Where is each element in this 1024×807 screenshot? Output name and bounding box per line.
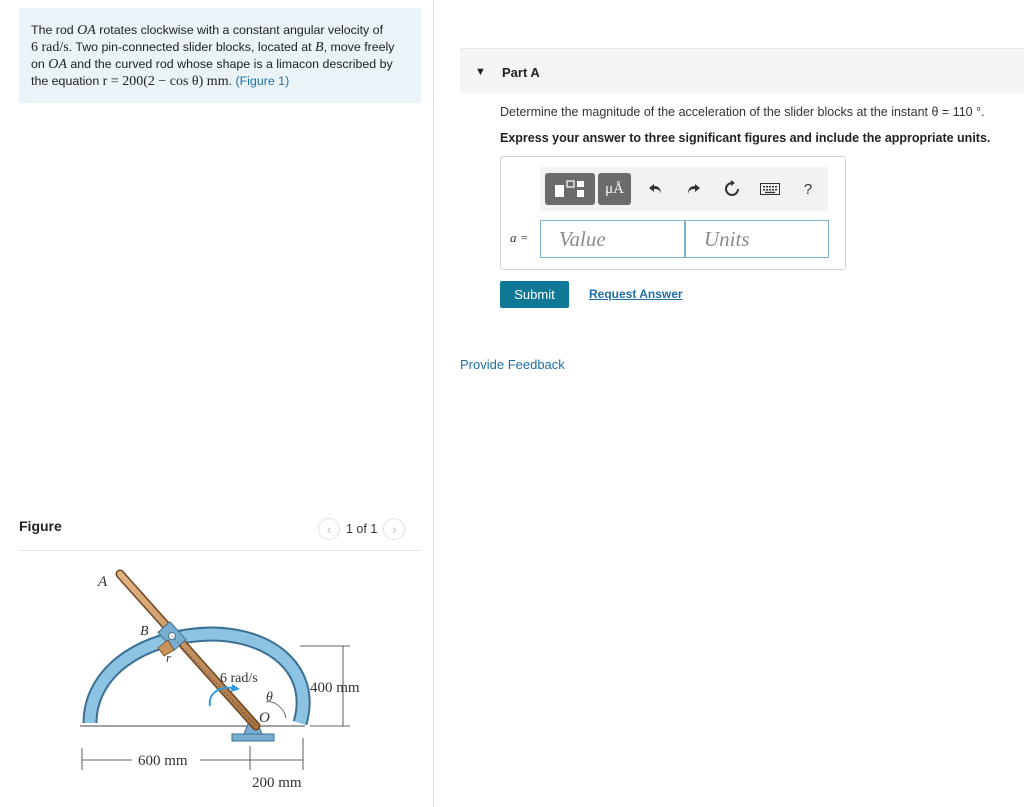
part-a-header[interactable]	[460, 49, 1024, 94]
redo-icon	[685, 182, 701, 196]
figure-counter: 1 of 1	[346, 522, 378, 536]
chevron-left-icon: ‹	[326, 521, 332, 537]
templates-icon	[553, 178, 587, 200]
dimension-600mm: 600 mm	[138, 753, 188, 769]
answer-instruction: Express your answer to three significant figures and include the appropriate units.	[500, 131, 991, 145]
units-input[interactable]	[685, 220, 829, 258]
label-o: O	[259, 710, 270, 726]
problem-text: rotates clockwise with a constant angular velocity of	[95, 23, 384, 37]
dimension-400mm: 400 mm	[310, 680, 360, 696]
problem-text: The rod	[31, 23, 78, 37]
question-angle: θ = 110 °.	[931, 105, 985, 119]
problem-text: and the curved rod whose shape is a limacon described by the equation	[31, 57, 393, 88]
question-text	[500, 105, 985, 119]
problem-text: . Two pin-connected slider blocks, located at	[68, 40, 316, 54]
problem-text: , move freely on	[31, 40, 395, 71]
value-input[interactable]	[540, 220, 685, 258]
undo-icon	[648, 182, 664, 196]
collapse-caret-icon[interactable]: ▼	[475, 66, 486, 78]
rod-name: OA	[77, 23, 96, 38]
limacon-equation: r = 200(2 − cos θ) mm	[102, 74, 229, 89]
omega-unit: rad/s	[41, 40, 69, 55]
reset-icon	[723, 180, 741, 198]
omega-value: 6	[31, 40, 38, 55]
point-b: B	[315, 40, 324, 55]
problem-text: .	[228, 74, 236, 88]
chevron-right-icon: ›	[392, 521, 397, 537]
equation-toolbar	[540, 167, 828, 211]
limacon-figure	[60, 558, 390, 798]
label-omega: 6 rad/s	[220, 671, 258, 686]
next-figure-button[interactable]	[383, 518, 405, 540]
request-answer-link[interactable]: Request Answer	[589, 287, 683, 301]
figure-divider	[19, 550, 421, 551]
label-a: A	[98, 574, 108, 590]
label-r: r	[166, 650, 172, 665]
help-icon: ?	[803, 180, 813, 198]
redo-button[interactable]	[683, 179, 703, 199]
question-prefix: Determine the magnitude of the acceleration of the slider blocks at the instant	[500, 105, 932, 119]
keyboard-icon	[760, 183, 780, 195]
dimension-200mm: 200 mm	[252, 775, 302, 791]
undo-button[interactable]	[646, 179, 666, 199]
figure-link[interactable]: (Figure 1)	[235, 74, 290, 88]
label-theta: θ	[266, 690, 273, 705]
units-button[interactable]	[598, 173, 631, 205]
problem-statement	[19, 8, 421, 103]
part-title: Part A	[502, 65, 540, 80]
figure-pagination	[318, 518, 405, 540]
label-b: B	[140, 624, 149, 639]
provide-feedback-link[interactable]: Provide Feedback	[460, 357, 565, 372]
rod-name: OA	[48, 57, 67, 72]
previous-figure-button[interactable]	[318, 518, 340, 540]
templates-button[interactable]	[545, 173, 595, 205]
reset-button[interactable]	[721, 178, 743, 200]
submit-button[interactable]: Submit	[500, 281, 569, 308]
keyboard-button[interactable]	[757, 179, 783, 199]
help-button[interactable]	[798, 178, 818, 200]
units-symbol: μÅ	[605, 180, 624, 197]
figure-title: Figure	[19, 518, 62, 534]
answer-variable-label: a =	[510, 230, 529, 245]
column-divider	[433, 0, 434, 807]
